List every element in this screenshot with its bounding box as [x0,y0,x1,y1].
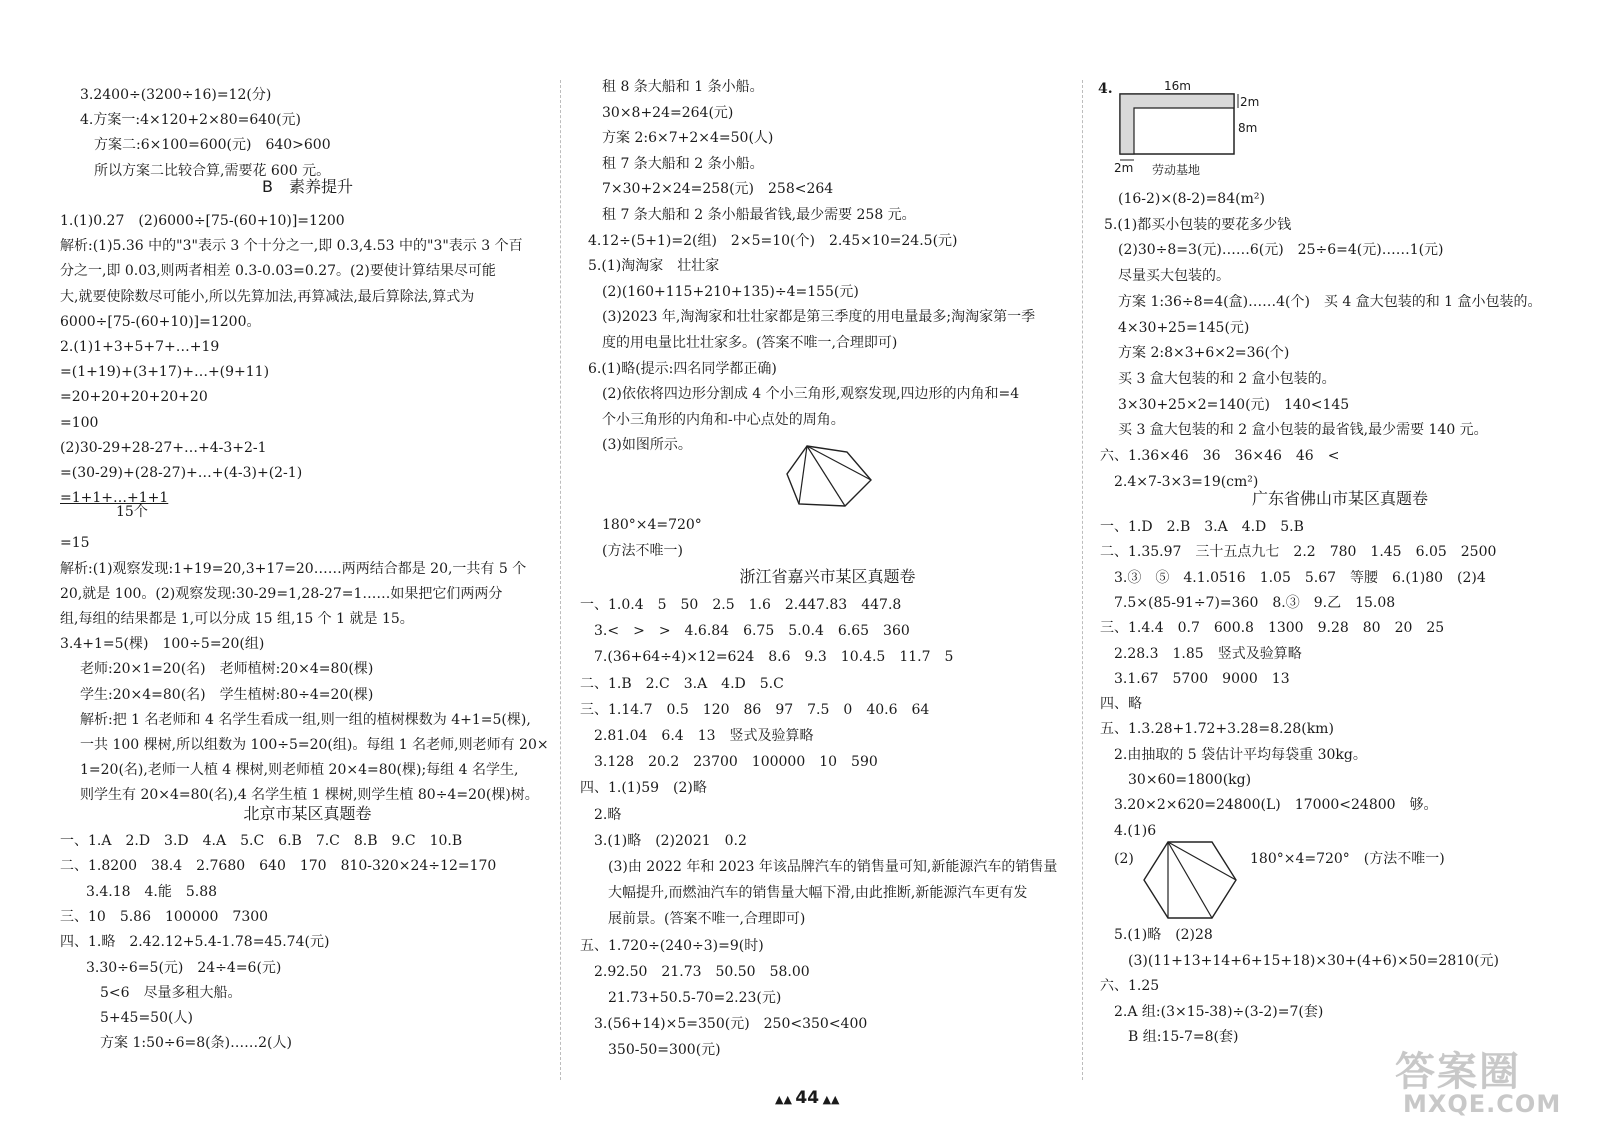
col2-line: 30×8+24=264(元) [602,104,734,121]
col1-line: 1=20(名),老师一人植 4 棵树,则老师植 20×4=80(棵);每组 4 名学生, [80,762,519,779]
guangdong-answer-line: 二、1.35.97 三十五点九七 2.2 780 1.45 6.05 2500 [1100,544,1497,561]
col3-line: 买 3 盒大包装的和 2 盒小包装的。 [1118,370,1336,387]
col1-line: 15个 [116,504,148,521]
col3-line: 5.(1)都买小包装的要花多少钱 [1104,216,1292,233]
beijing-answer-line: 3.30÷6=5(元) 24÷4=6(元) [86,959,282,976]
zhejiang-answer-line: 350-50=300(元) [608,1042,721,1059]
col1-line: 方案二:6×100=600(元) 640>600 [94,137,331,154]
site-watermark: 答案圈 MXQE.COM [1395,1049,1562,1118]
col1-line: 一共 100 棵树,所以组数为 100÷5=20(组)。每组 1 名老师,则老师有 20× [80,737,549,753]
col3-line: 六、1.36×46 36 36×46 46 < [1100,448,1340,464]
label-2m-right: 2m [1240,95,1260,109]
col1-line: 大,就要使除数尽可能小,所以先算加法,再算减法,最后算除法,算式为 [60,288,475,305]
col2-after-figure-line: (方法不唯一) [602,543,683,559]
figure-2-label: (2) [1114,851,1134,867]
guangdong-answer-line: 30×60=1800(kg) [1128,772,1252,788]
col1-line: 2.(1)1+3+5+7+…+19 [60,339,220,355]
label-2m-bottom: 2m [1114,161,1134,175]
col2-line: (3)如图所示。 [602,437,692,454]
column-divider-1 [560,80,561,1080]
col2-line: 租 7 条大船和 2 条小船。 [602,155,764,172]
zhejiang-answer-line: 3.128 20.2 23700 100000 10 590 [594,754,878,771]
zhejiang-answer-line: 五、1.720÷(240÷3)=9(时) [580,937,764,954]
col1-line: 4.方案一:4×120+2×80=640(元) [80,112,301,129]
guangdong-tail-line: 2.A 组:(3×15-38)÷(3-2)=7(套) [1114,1003,1324,1020]
col1-line: =15 [60,535,90,552]
col2-line: (2)依依将四边形分割成 4 个小三角形,观察发现,四边形的内角和=4 [602,386,1020,403]
col2-line: 6.(1)略(提示:四名同学都正确) [588,360,777,377]
zhejiang-answer-line: 2.92.50 21.73 50.50 58.00 [594,963,810,980]
col2-line: 4.12÷(5+1)=2(组) 2×5=10(个) 2.45×10=24.5(元) [588,232,958,249]
col2-line: 5.(1)淘淘家 壮壮家 [588,258,720,275]
col1-line: 解析:把 1 名老师和 4 名学生看成一组,则一组的植树棵数为 4+1=5(棵), [80,711,531,728]
col1-line: 所以方案二比较合算,需要花 600 元。 [94,162,331,179]
guangdong-tail-line: (3)(11+13+14+6+15+18)×30+(4+6)×50=2810(元) [1128,952,1499,969]
zhejiang-answer-line: 2.略 [594,806,622,823]
col1-line: 3.4+1=5(棵) 100÷5=20(组) [60,636,265,653]
col2-line: 租 8 条大船和 1 条小船。 [602,79,764,95]
beijing-answer-line: 二、1.8200 38.4 2.7680 640 170 810-320×24÷12=170 [60,858,497,875]
hexagon-figure-2 [1140,840,1240,920]
label-8m: 8m [1238,121,1258,135]
guangdong-answer-line: 一、1.D 2.B 3.A 4.D 5.B [1100,519,1304,535]
label-16m: 16m [1164,79,1191,93]
guangdong-answer-line: 3.1.67 5700 9000 13 [1114,670,1290,687]
col1-line: =(30-29)+(28-27)+…+(4-3)+(2-1) [60,465,303,481]
beijing-answer-line: 3.4.18 4.能 5.88 [86,883,218,900]
heading-guangdong: 广东省佛山市某区真题卷 [1251,489,1428,508]
col3-line: 尽量买大包装的。 [1118,268,1230,285]
guangdong-answer-line: 2.由抽取的 5 袋估计平均每袋重 30kg。 [1114,746,1367,763]
zhejiang-answer-line: 21.73+50.5-70=2.23(元) [608,990,782,1006]
guangdong-answer-line: 2.28.3 1.85 竖式及验算略 [1114,645,1302,662]
zhejiang-answer-line: 2.81.04 6.4 13 竖式及验算略 [594,728,814,744]
guangdong-tail-line: B 组:15-7=8(套) [1128,1029,1239,1045]
col2-line: (3)2023 年,淘淘家和壮壮家都是第三季度的用电量最多;淘淘家第一季 [602,309,1036,326]
figure-number: 4. [1098,81,1113,97]
col2-line: 方案 2:6×7+2×4=50(人) [602,130,774,147]
col1-line: 则学生有 20×4=80(名),4 名学生植 1 棵树,则学生植 80÷4=20(棵)树。 [80,787,539,804]
col3-line: 3×30+25×2=140(元) 140<145 [1118,396,1350,413]
zhejiang-answer-line: 四、1.(1)59 (2)略 [580,780,707,797]
guangdong-tail-line: 六、1.25 [1100,978,1160,994]
zhejiang-answer-line: 大幅提升,而燃油汽车的销售量大幅下滑,由此推断,新能源汽车更有发 [608,885,1028,902]
col1-line: 3.2400÷(3200÷16)=12(分) [80,87,272,103]
answer-column-1 [60,70,555,1092]
beijing-answer-line: 5+45=50(人) [100,1010,193,1027]
col2-after-figure-line: 180°×4=720° [602,517,702,533]
col2-line: (2)(160+115+210+135)÷4=155(元) [602,283,859,300]
zhejiang-answer-line: 三、1.14.7 0.5 120 86 97 7.5 0 40.6 64 [580,701,930,718]
beijing-answer-line: 方案 1:50÷6=8(条)……2(人) [100,1035,292,1052]
zhejiang-answer-line: 3.(56+14)×5=350(元) 250<350<400 [594,1016,868,1033]
col1-line: 解析:(1)观察发现:1+19=20,3+17=20……两两结合都是 20,一共有 5 个 [60,560,527,577]
label-labor-base: 劳动基地 [1152,163,1201,177]
col2-line: 租 7 条大船和 2 条小船最省钱,最少需要 258 元。 [602,207,916,223]
col1-line: 解析:(1)5.36 中的"3"表示 3 个十分之一,即 0.3,4.53 中的"3"表示 3 个百 [60,238,523,255]
heading-zhejiang: 浙江省嘉兴市某区真题卷 [739,567,916,586]
zhejiang-answer-line: 3.(1)略 (2)2021 0.2 [594,832,747,849]
col1-line: 分之一,即 0.03,则两者相差 0.3-0.03=0.27。(2)要使计算结果尽可能 [60,263,496,280]
column-divider-2 [1082,80,1083,1080]
beijing-answer-line: 一、1.A 2.D 3.D 4.A 5.C 6.B 7.C 8.B 9.C 10.B [60,833,463,849]
guangdong-answer-line: 三、1.4.4 0.7 600.8 1300 9.28 80 20 25 [1100,620,1445,637]
col2-line: 个小三角形的内角和-中心点处的周角。 [602,411,845,428]
beijing-answer-line: 5<6 尽量多租大船。 [100,984,242,1001]
zhejiang-answer-line: 展前景。(答案不唯一,合理即可) [608,911,806,928]
beijing-answer-line: 四、1.略 2.42.12+5.4-1.78=45.74(元) [60,934,330,951]
section-heading-b: B 素养提升 [262,177,353,196]
zhejiang-answer-line: 7.(36+64÷4)×12=624 8.6 9.3 10.4.5 11.7 5 [594,649,954,666]
col1-line: =1+1+…+1+1 [60,490,169,507]
col3-line: 方案 1:36÷8=4(盒)……4(个) 买 4 盒大包装的和 1 盒小包装的。 [1118,293,1542,310]
beijing-answer-line: 三、10 5.86 100000 7300 [60,908,269,925]
col3-line: 买 3 盒大包装的和 2 盒小包装的最省钱,最少需要 140 元。 [1118,422,1488,439]
col1-line: =100 [60,414,99,431]
figure-2-caption: 180°×4=720° (方法不唯一) [1250,851,1445,867]
zhejiang-answer-line: 二、1.B 2.C 3.A 4.D 5.C [580,675,784,692]
guangdong-answer-line: 五、1.3.28+1.72+3.28=8.28(km) [1100,721,1334,738]
col1-line: =20+20+20+20+20 [60,389,208,406]
col1-line: =(1+19)+(3+17)+…+(9+11) [60,364,270,381]
answer-column-2 [580,70,1075,1092]
guangdong-answer-line: 3.20×2×620=24800(L) 17000<24800 够。 [1114,797,1438,814]
guangdong-answer-line: 4.(1)6 [1114,822,1157,839]
guangdong-answer-line: 7.5×(85-91÷7)=360 8.③ 9.乙 15.08 [1114,594,1396,611]
guangdong-answer-line: 3.③ ⑤ 4.1.0516 1.05 5.67 等腰 6.(1)80 (2)4 [1114,569,1486,586]
col1-line: 老师:20×1=20(名) 老师植树:20×4=80(棵) [80,661,374,678]
col1-line: 1.(1)0.27 (2)6000÷[75-(60+10)]=1200 [60,213,345,229]
hexagon-figure [785,444,875,514]
col1-line: 学生:20×4=80(名) 学生植树:80÷4=20(棵) [80,686,374,703]
col1-line: (2)30-29+28-27+…+4-3+2-1 [60,439,267,456]
col2-line: 度的用电量比壮壮家多。(答案不唯一,合理即可) [602,335,898,351]
col1-line: 20,就是 100。(2)观察发现:30-29=1,28-27=1……如果把它们两两分 [60,585,503,602]
col3-line: (2)30÷8=3(元)……6(元) 25÷6=4(元)……1(元) [1118,242,1444,259]
col2-line: 7×30+2×24=258(元) 258<264 [602,181,834,198]
col3-line: 方案 2:8×3+6×2=36(个) [1118,345,1290,362]
zhejiang-answer-line: (3)由 2022 年和 2023 年该品牌汽车的销售量可知,新能源汽车的销售量 [608,859,1058,875]
col3-line: (16-2)×(8-2)=84(m²) [1118,191,1265,207]
answer-column-3 [1100,70,1580,1092]
col3-line: 4×30+25=145(元) [1118,319,1250,336]
col1-line: 6000÷[75-(60+10)]=1200。 [60,313,261,330]
guangdong-answer-line: 四、略 [1100,696,1142,713]
labor-base-diagram [1100,70,1320,180]
zhejiang-answer-line: 3.< > > 4.6.84 6.75 5.0.4 6.65 360 [594,623,910,640]
guangdong-tail-line: 5.(1)略 (2)28 [1114,927,1213,943]
col1-line: 组,每组的结果都是 1,可以分成 15 组,15 个 1 就是 15。 [60,611,414,627]
zhejiang-answer-line: 一、1.0.4 5 50 2.5 1.6 2.447.83 447.8 [580,597,902,613]
col3-line: 2.4×7-3×3=19(cm²) [1114,473,1259,490]
heading-beijing: 北京市某区真题卷 [243,804,372,823]
page-number: ▲▲ 44 ▲▲ [775,1088,840,1108]
